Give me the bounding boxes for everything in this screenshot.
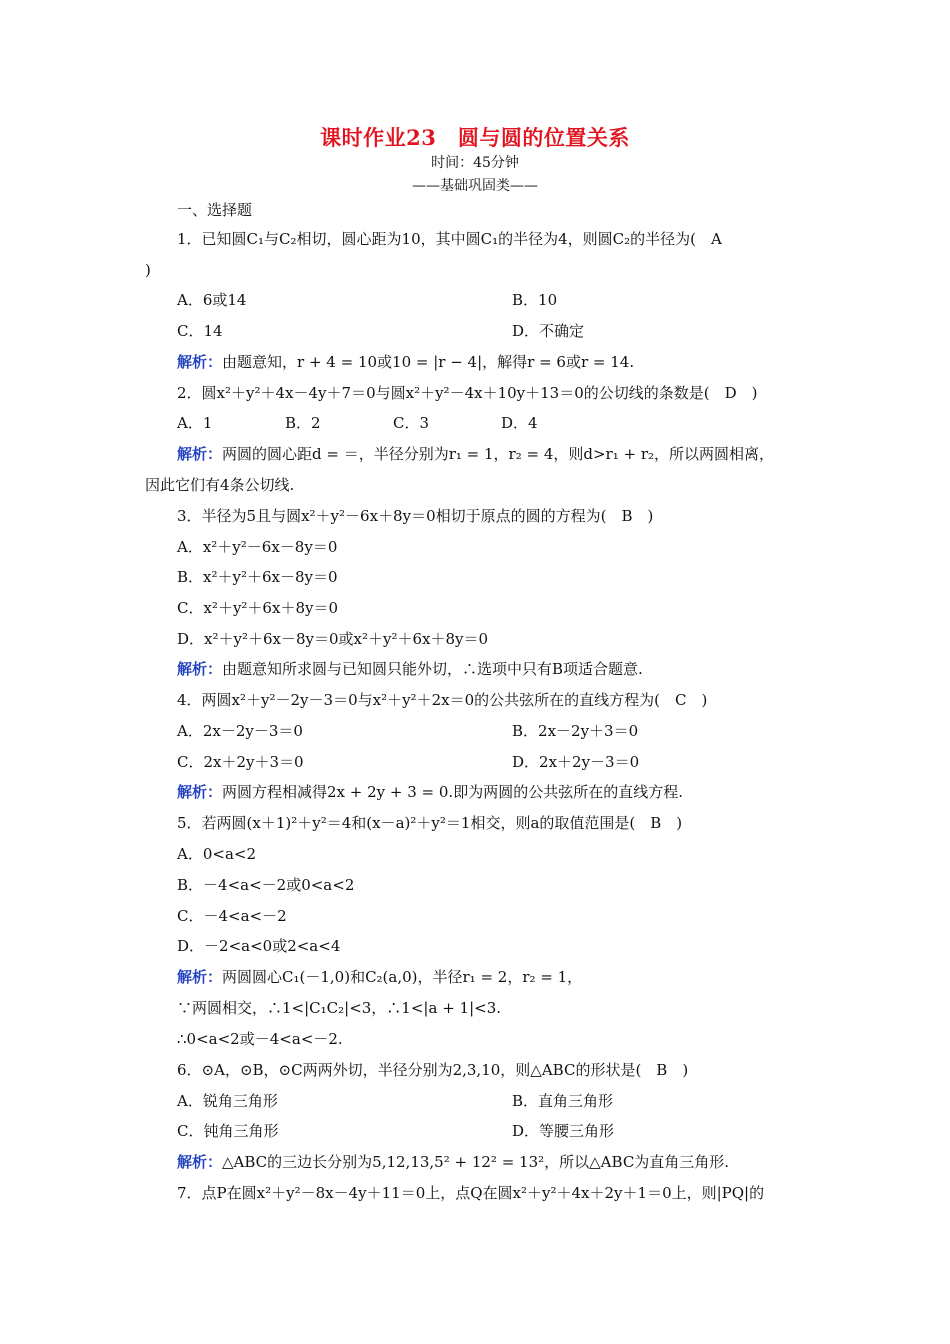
q1-option-d: D．不确定	[512, 322, 585, 340]
q2-option-c: C．3	[393, 414, 430, 432]
q5-analysis-cont-1: ∵两圆相交，∴1<|C₁C₂|<3，∴1<|a + 1|<3.	[177, 999, 502, 1017]
q5-option-a: A．0<a<2	[177, 845, 256, 863]
q1-option-a: A．6或14	[177, 291, 247, 309]
q4-analysis: 解析：两圆方程相减得2x + 2y + 3 = 0.即为两圆的公共弦所在的直线方程.	[177, 783, 683, 801]
q2-option-b: B．2	[285, 414, 321, 432]
q5-option-c: C．－4<a<－2	[177, 907, 287, 925]
q2-option-d: D．4	[501, 414, 538, 432]
q6-option-c: C．钝角三角形	[177, 1122, 279, 1140]
analysis-label: 解析：	[177, 445, 223, 463]
time-limit: 时间：45分钟	[431, 155, 519, 171]
category-heading: ——基础巩固类——	[412, 178, 538, 194]
q6-option-a: A．锐角三角形	[177, 1092, 278, 1110]
q6-option-d: D．等腰三角形	[512, 1122, 615, 1140]
q4-option-c: C．2x＋2y＋3＝0	[177, 753, 304, 771]
question-1: 1．已知圆C₁与C₂相切，圆心距为10，其中圆C₁的半径为4，则圆C₂的半径为( A	[177, 230, 722, 248]
question-4: 4．两圆x²＋y²－2y－3＝0与x²＋y²＋2x＝0的公共弦所在的直线方程为( C )	[177, 691, 708, 709]
q3-option-b: B．x²＋y²＋6x－8y＝0	[177, 568, 338, 586]
q3-option-d: D．x²＋y²＋6x－8y＝0或x²＋y²＋6x＋8y＝0	[177, 630, 489, 648]
question-7: 7．点P在圆x²＋y²－8x－4y＋11＝0上，点Q在圆x²＋y²＋4x＋2y＋1＝0上，则|PQ|的	[177, 1184, 765, 1202]
q6-option-b: B．直角三角形	[512, 1092, 614, 1110]
q6-analysis: 解析：△ABC的三边长分别为5,12,13,5² + 12² = 13²，所以△ABC为直角三角形.	[177, 1153, 730, 1171]
question-3: 3．半径为5且与圆x²＋y²－6x＋8y＝0相切于原点的圆的方程为( B )	[177, 507, 654, 525]
question-5: 5．若两圆(x＋1)²＋y²＝4和(x－a)²＋y²＝1相交，则a的取值范围是( B )	[177, 814, 683, 832]
q5-analysis-cont-2: ∴0<a<2或－4<a<－2.	[177, 1030, 343, 1048]
analysis-label: 解析：	[177, 353, 223, 371]
analysis-label: 解析：	[177, 783, 223, 801]
q4-option-d: D．2x＋2y－3＝0	[512, 753, 640, 771]
question-6: 6．⊙A，⊙B，⊙C两两外切，半径分别为2,3,10，则△ABC的形状是( B )	[177, 1061, 689, 1079]
q5-analysis: 解析：两圆圆心C₁(－1,0)和C₂(a,0)，半径r₁ = 2，r₂ = 1，	[177, 968, 583, 986]
q2-analysis: 解析：两圆的圆心距d = ＝，半径分别为r₁ = 1，r₂ = 4，则d>r₁ + r₂，所以两圆相离，	[177, 445, 775, 463]
section-heading: 一、选择题	[177, 201, 253, 219]
q3-option-c: C．x²＋y²＋6x＋8y＝0	[177, 599, 339, 617]
q4-option-a: A．2x－2y－3＝0	[177, 722, 303, 740]
q5-option-b: B．－4<a<－2或0<a<2	[177, 876, 355, 894]
analysis-label: 解析：	[177, 1153, 223, 1171]
question-2: 2．圆x²＋y²＋4x－4y＋7＝0与圆x²＋y²－4x＋10y＋13＝0的公切线的条数是( D )	[177, 384, 758, 402]
q1-analysis: 解析：由题意知，r + 4 = 10或10 = |r − 4|，解得r = 6或r = 14.	[177, 353, 635, 371]
question-1-cont: )	[145, 261, 151, 279]
q1-option-c: C．14	[177, 322, 223, 340]
q4-option-b: B．2x－2y＋3＝0	[512, 722, 639, 740]
q2-analysis-cont: 因此它们有4条公切线.	[145, 476, 295, 494]
q3-analysis: 解析：由题意知所求圆与已知圆只能外切，∴选项中只有B项适合题意.	[177, 660, 643, 678]
q1-option-b: B．10	[512, 291, 558, 309]
q5-option-d: D．－2<a<0或2<a<4	[177, 937, 341, 955]
q3-option-a: A．x²＋y²－6x－8y＝0	[177, 538, 338, 556]
q2-option-a: A．1	[177, 414, 213, 432]
analysis-label: 解析：	[177, 660, 223, 678]
page-title: 课时作业23 圆与圆的位置关系	[320, 125, 630, 150]
analysis-label: 解析：	[177, 968, 223, 986]
